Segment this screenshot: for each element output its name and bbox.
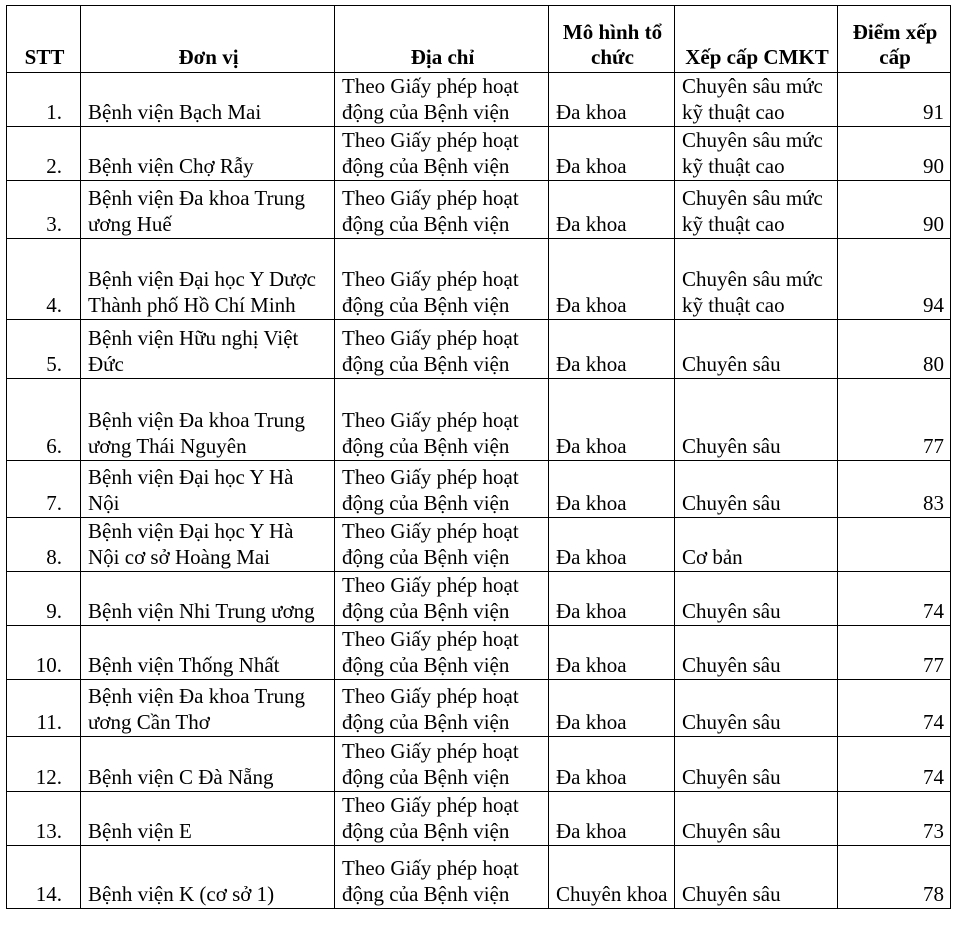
cell-rank: Chuyên sâu mức kỹ thuật cao	[675, 127, 838, 181]
cell-unit: Bệnh viện Đa khoa Trung ương Huế	[81, 181, 335, 239]
cell-address: Theo Giấy phép hoạt động của Bệnh viện	[335, 792, 549, 846]
cell-score: 74	[838, 572, 951, 626]
cell-model: Đa khoa	[549, 320, 675, 379]
cell-stt: 2.	[7, 127, 81, 181]
table-row	[7, 239, 951, 320]
cell-rank: Chuyên sâu	[675, 792, 838, 846]
cell-address: Theo Giấy phép hoạt động của Bệnh viện	[335, 626, 549, 680]
cell-address: Theo Giấy phép hoạt động của Bệnh viện	[335, 680, 549, 737]
cell-unit: Bệnh viện Đa khoa Trung ương Cần Thơ	[81, 680, 335, 737]
cell-model: Đa khoa	[549, 680, 675, 737]
cell-score: 74	[838, 737, 951, 792]
cell-score: 78	[838, 846, 951, 909]
cell-stt: 7.	[7, 461, 81, 518]
cell-address: Theo Giấy phép hoạt động của Bệnh viện	[335, 379, 549, 461]
cell-address: Theo Giấy phép hoạt động của Bệnh viện	[335, 320, 549, 379]
cell-address: Theo Giấy phép hoạt động của Bệnh viện	[335, 239, 549, 320]
cell-rank: Chuyên sâu	[675, 379, 838, 461]
cell-score: 83	[838, 461, 951, 518]
table-row	[7, 737, 951, 792]
cell-unit: Bệnh viện Nhi Trung ương	[81, 572, 335, 626]
cell-stt: 13.	[7, 792, 81, 846]
table-row	[7, 680, 951, 737]
header-score: Điểm xếp cấp	[838, 6, 951, 73]
header-unit: Đơn vị	[81, 6, 335, 73]
cell-model: Đa khoa	[549, 518, 675, 572]
table-row	[7, 518, 951, 572]
cell-unit: Bệnh viện C Đà Nẵng	[81, 737, 335, 792]
cell-address: Theo Giấy phép hoạt động của Bệnh viện	[335, 518, 549, 572]
cell-address: Theo Giấy phép hoạt động của Bệnh viện	[335, 73, 549, 127]
cell-unit: Bệnh viện Bạch Mai	[81, 73, 335, 127]
cell-score: 90	[838, 181, 951, 239]
cell-rank: Chuyên sâu	[675, 846, 838, 909]
table-row	[7, 461, 951, 518]
table-row	[7, 792, 951, 846]
cell-stt: 10.	[7, 626, 81, 680]
cell-unit: Bệnh viện Đại học Y Hà Nội cơ sở Hoàng Mai	[81, 518, 335, 572]
cell-rank: Chuyên sâu	[675, 461, 838, 518]
cell-model: Đa khoa	[549, 73, 675, 127]
cell-rank: Chuyên sâu	[675, 572, 838, 626]
cell-rank: Chuyên sâu	[675, 626, 838, 680]
cell-rank: Cơ bản	[675, 518, 838, 572]
cell-model: Đa khoa	[549, 379, 675, 461]
table-body	[7, 73, 951, 909]
cell-model: Đa khoa	[549, 461, 675, 518]
header-address: Địa chỉ	[335, 6, 549, 73]
cell-address: Theo Giấy phép hoạt động của Bệnh viện	[335, 846, 549, 909]
cell-score: 77	[838, 626, 951, 680]
cell-model: Chuyên khoa	[549, 846, 675, 909]
table-row	[7, 127, 951, 181]
table-row	[7, 846, 951, 909]
cell-score: 74	[838, 680, 951, 737]
cell-score: 90	[838, 127, 951, 181]
cell-unit: Bệnh viện E	[81, 792, 335, 846]
cell-score: 73	[838, 792, 951, 846]
cell-stt: 6.	[7, 379, 81, 461]
cell-score: 94	[838, 239, 951, 320]
cell-model: Đa khoa	[549, 626, 675, 680]
cell-unit: Bệnh viện Đại học Y Dược Thành phố Hồ Chí Minh	[81, 239, 335, 320]
cell-unit: Bệnh viện Đa khoa Trung ương Thái Nguyên	[81, 379, 335, 461]
table-row	[7, 181, 951, 239]
cell-stt: 12.	[7, 737, 81, 792]
cell-address: Theo Giấy phép hoạt động của Bệnh viện	[335, 737, 549, 792]
cell-address: Theo Giấy phép hoạt động của Bệnh viện	[335, 127, 549, 181]
cell-address: Theo Giấy phép hoạt động của Bệnh viện	[335, 181, 549, 239]
cell-model: Đa khoa	[549, 792, 675, 846]
cell-rank: Chuyên sâu	[675, 737, 838, 792]
cell-stt: 8.	[7, 518, 81, 572]
table-row	[7, 572, 951, 626]
cell-stt: 11.	[7, 680, 81, 737]
cell-model: Đa khoa	[549, 181, 675, 239]
cell-stt: 5.	[7, 320, 81, 379]
table-row	[7, 379, 951, 461]
cell-model: Đa khoa	[549, 239, 675, 320]
cell-unit: Bệnh viện Hữu nghị Việt Đức	[81, 320, 335, 379]
cell-rank: Chuyên sâu mức kỹ thuật cao	[675, 239, 838, 320]
table-row	[7, 626, 951, 680]
cell-rank: Chuyên sâu mức kỹ thuật cao	[675, 181, 838, 239]
cell-score	[838, 518, 951, 572]
header-stt: STT	[7, 6, 81, 73]
cell-model: Đa khoa	[549, 737, 675, 792]
cell-stt: 1.	[7, 73, 81, 127]
hospital-ranking-table	[6, 5, 951, 909]
header-row	[7, 6, 951, 73]
cell-score: 80	[838, 320, 951, 379]
cell-unit: Bệnh viện Đại học Y Hà Nội	[81, 461, 335, 518]
cell-address: Theo Giấy phép hoạt động của Bệnh viện	[335, 461, 549, 518]
table-row	[7, 73, 951, 127]
cell-score: 91	[838, 73, 951, 127]
cell-rank: Chuyên sâu	[675, 680, 838, 737]
header-model: Mô hình tổ chức	[549, 6, 675, 73]
cell-rank: Chuyên sâu mức kỹ thuật cao	[675, 73, 838, 127]
cell-address: Theo Giấy phép hoạt động của Bệnh viện	[335, 572, 549, 626]
table-row	[7, 320, 951, 379]
cell-rank: Chuyên sâu	[675, 320, 838, 379]
cell-stt: 4.	[7, 239, 81, 320]
cell-stt: 9.	[7, 572, 81, 626]
cell-model: Đa khoa	[549, 572, 675, 626]
cell-unit: Bệnh viện Thống Nhất	[81, 626, 335, 680]
cell-stt: 3.	[7, 181, 81, 239]
cell-unit: Bệnh viện K (cơ sở 1)	[81, 846, 335, 909]
header-rank: Xếp cấp CMKT	[675, 6, 838, 73]
cell-unit: Bệnh viện Chợ Rẫy	[81, 127, 335, 181]
cell-score: 77	[838, 379, 951, 461]
cell-stt: 14.	[7, 846, 81, 909]
cell-model: Đa khoa	[549, 127, 675, 181]
